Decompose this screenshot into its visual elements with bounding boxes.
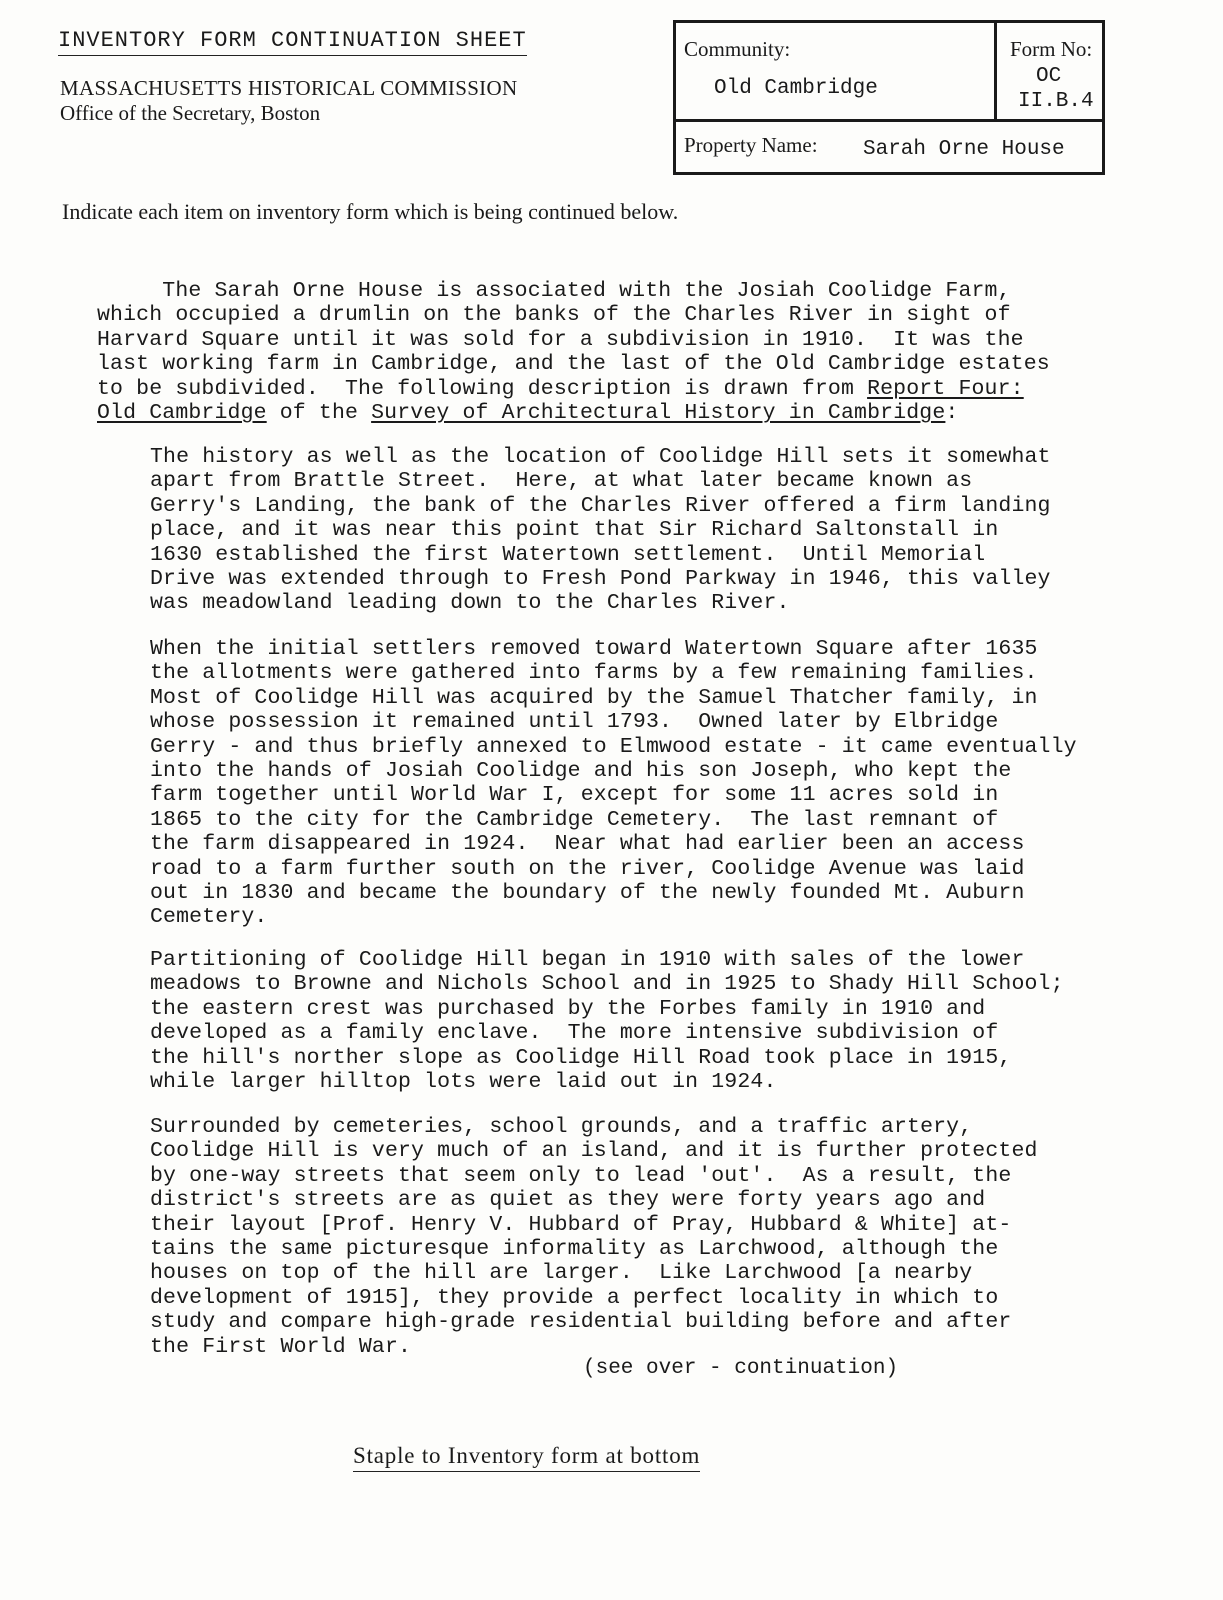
- intro-line-1: The Sarah Orne House is associated with the Josiah Coolidge Farm,: [97, 279, 1011, 303]
- property-name-value: Sarah Orne House: [863, 138, 1065, 161]
- form-number-value-line-1: OC: [1036, 65, 1062, 88]
- box-divider-vertical: [994, 23, 997, 119]
- form-title: INVENTORY FORM CONTINUATION SHEET: [58, 28, 527, 56]
- box-divider-horizontal: [676, 119, 1102, 122]
- quote-paragraph-1: The history as well as the location of Coolidge Hill sets it somewhat apart from Brattle Street. Here, at what later became known as Gerry's Landing, the bank of the Charles River offered a firm landing place, and it was near this point that Sir Richard Saltonstall in 1630 established the first Watertown settlement. Until Memorial Drive was extended through to Fresh Pond Parkway in 1946, this valley was meadowland leading down to the Charles River.: [150, 445, 1051, 616]
- intro-line-4: last working farm in Cambridge, and the last of the Old Cambridge estates: [97, 352, 1050, 377]
- report-title-part-2: Old Cambridge: [97, 401, 267, 426]
- quote-paragraph-3: Partitioning of Coolidge Hill began in 1910 with sales of the lower meadows to Browne and Nichols School and in 1925 to Shady Hill School; the eastern crest was purchased by the Forbes family in 1910 and developed as a family enclave. The more intensive subdivision of the hill's norther slope as Coolidge Hill Road took place in 1915, while larger hilltop lots were laid out in 1924.: [150, 948, 1064, 1095]
- report-title-part-1: Report Four:: [867, 376, 1024, 401]
- instruction-line: Indicate each item on inventory form which is being continued below.: [62, 199, 679, 224]
- community-value: Old Cambridge: [714, 77, 878, 100]
- form-number-value-line-2: II.B.4: [1018, 90, 1094, 113]
- intro-line-2: which occupied a drumlin on the banks of the Charles River in sight of: [97, 303, 1011, 328]
- office-line: Office of the Secretary, Boston: [60, 101, 321, 125]
- quote-paragraph-4: Surrounded by cemeteries, school grounds, and a traffic artery, Coolidge Hill is very much of an island, and it is further protected by one-way streets that seem only to lead 'out'. As a result, the district's streets are as quiet as they were forty years ago and their layout [Prof. Henry V. Hubbard of Pray, Hubbard & White] at- tains the same picturesque informality as Larchwood, although the houses on top of the hill are larger. Like Larchwood [a nearby development of 1915], they provide a perfect locality in which to study and compare high-grade residential building before and after the First World War.: [150, 1115, 1038, 1359]
- community-label: Community:: [684, 37, 791, 61]
- identification-box: [673, 20, 1105, 175]
- staple-note: Staple to Inventory form at bottom: [353, 1443, 700, 1472]
- see-over-note: (see over - continuation): [583, 1357, 899, 1380]
- intro-colon: :: [945, 401, 959, 426]
- intro-line-5: to be subdivided. The following description is drawn from: [97, 376, 868, 401]
- of-the-text: of the: [266, 401, 372, 426]
- commission-name: MASSACHUSETTS HISTORICAL COMMISSION: [60, 76, 518, 100]
- form-number-label: Form No:: [1010, 37, 1093, 61]
- quote-paragraph-2: When the initial settlers removed toward Watertown Square after 1635 the allotments were gathered into farms by a few remaining families. Most of Coolidge Hill was acquired by the Samuel Thatcher family, in whose possession it remained until 1793. Owned later by Elbridge Gerry - and thus briefly annexed to Elmwood estate - it came eventually into the hands of Josiah Coolidge and his son Joseph, who kept the farm together until World War I, except for some 11 acres sold in 1865 to the city for the Cambridge Cemetery. The last remnant of the farm disappeared in 1924. Near what had earlier been an access road to a farm further south on the river, Coolidge Avenue was laid out in 1830 and became the boundary of the newly founded Mt. Auburn Cemetery.: [150, 637, 1077, 930]
- survey-title: Survey of Architectural History in Cambridge: [371, 401, 946, 426]
- intro-paragraph: [97, 279, 1050, 425]
- property-name-label: Property Name:: [684, 133, 818, 157]
- intro-line-3: Harvard Square until it was sold for a subdivision in 1910. It was the: [97, 327, 1024, 352]
